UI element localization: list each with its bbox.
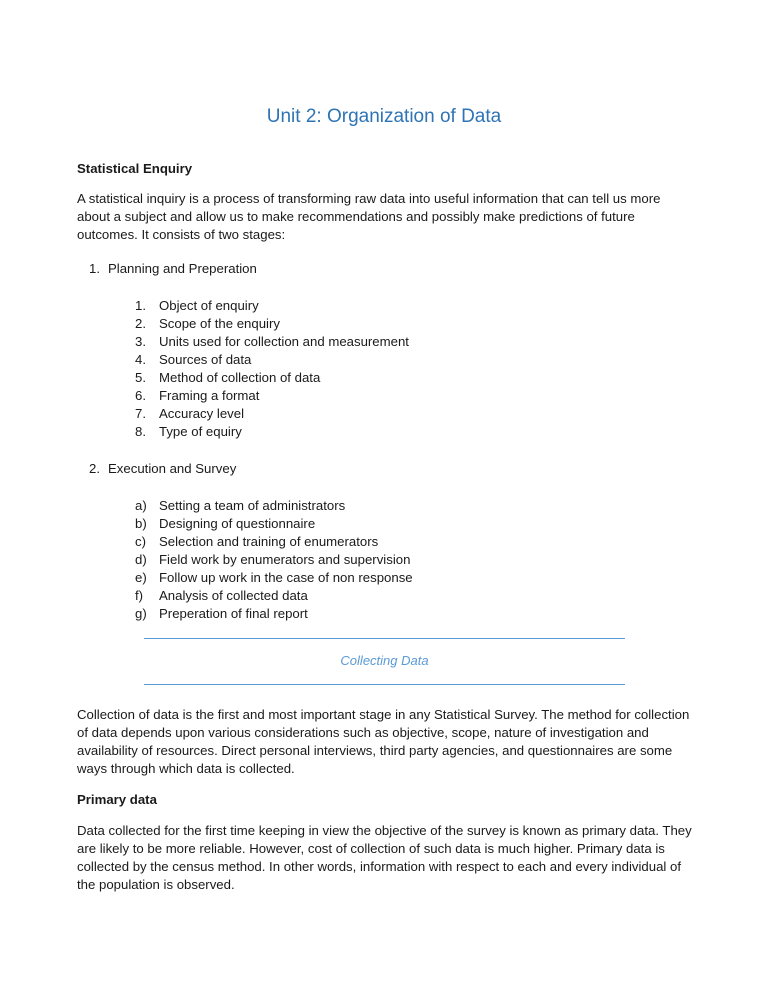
intense-quote-collecting-data bbox=[144, 638, 625, 685]
section-heading-primary-data: Primary data bbox=[77, 792, 157, 807]
list-marker: g) bbox=[135, 606, 147, 621]
list-marker: c) bbox=[135, 534, 146, 549]
list-item-text: Object of enquiry bbox=[159, 298, 259, 313]
list-item bbox=[77, 533, 697, 551]
stage-1-items bbox=[77, 297, 697, 441]
list-item bbox=[77, 387, 697, 405]
list-item-text: Scope of the enquiry bbox=[159, 316, 280, 331]
list-marker: f) bbox=[135, 588, 144, 603]
list-item bbox=[77, 423, 697, 441]
list-item bbox=[77, 605, 697, 623]
list-item bbox=[77, 497, 697, 515]
stage-2-items bbox=[77, 497, 697, 623]
stage-2-label: Execution and Survey bbox=[108, 461, 237, 476]
list-item bbox=[77, 569, 697, 587]
list-item-text: Units used for collection and measurement bbox=[159, 334, 409, 349]
list-item-text: Follow up work in the case of non response bbox=[159, 570, 413, 585]
primary-data-paragraph: Data collected for the first time keeping in view the objective of the survey is known as primary data. They are likely to be more reliable. However, cost of collection of such data is much higher. Primary data is collected by the census method. In other words, information with respect to each and every individual of the population is observed. bbox=[77, 823, 692, 892]
list-marker: 7. bbox=[135, 406, 146, 421]
list-item bbox=[77, 587, 697, 605]
list-item bbox=[77, 369, 697, 387]
list-item bbox=[77, 515, 697, 533]
list-item-text: Sources of data bbox=[159, 352, 252, 367]
page-title: Unit 2: Organization of Data bbox=[266, 106, 502, 127]
list-item bbox=[77, 551, 697, 569]
stages-list bbox=[77, 260, 697, 278]
list-item-text: Analysis of collected data bbox=[159, 588, 308, 603]
list-marker: 2. bbox=[135, 316, 146, 331]
list-marker: 6. bbox=[135, 388, 146, 403]
stages-list-2 bbox=[77, 460, 697, 478]
content-bottom bbox=[77, 706, 697, 894]
list-marker: e) bbox=[135, 570, 147, 585]
stage-2 bbox=[77, 460, 697, 478]
list-item-text: Selection and training of enumerators bbox=[159, 534, 379, 549]
list-marker: b) bbox=[135, 516, 147, 531]
list-item bbox=[77, 351, 697, 369]
stage-2-number: 2. bbox=[89, 461, 100, 476]
list-item-text: Accuracy level bbox=[159, 406, 245, 421]
list-item-text: Setting a team of administrators bbox=[159, 498, 346, 513]
list-marker: a) bbox=[135, 498, 147, 513]
content-top bbox=[77, 160, 697, 623]
list-marker: 8. bbox=[135, 424, 146, 439]
list-marker: 1. bbox=[135, 298, 146, 313]
list-marker: d) bbox=[135, 552, 147, 567]
list-marker: 4. bbox=[135, 352, 146, 367]
section-heading-statistical-enquiry: Statistical Enquiry bbox=[77, 161, 193, 176]
quote-text: Collecting Data bbox=[340, 653, 429, 668]
stage-1-label: Planning and Preperation bbox=[108, 261, 257, 276]
list-item bbox=[77, 405, 697, 423]
list-marker: 5. bbox=[135, 370, 146, 385]
list-item-text: Preperation of final report bbox=[159, 606, 308, 621]
list-item bbox=[77, 315, 697, 333]
stage-1-number: 1. bbox=[89, 261, 100, 276]
list-marker: 3. bbox=[135, 334, 146, 349]
list-item-text: Type of equiry bbox=[159, 424, 242, 439]
list-item-text: Framing a format bbox=[159, 388, 260, 403]
stage-1 bbox=[77, 260, 697, 278]
list-item-text: Method of collection of data bbox=[159, 370, 321, 385]
list-item bbox=[77, 297, 697, 315]
collecting-paragraph: Collection of data is the first and most important stage in any Statistical Survey. The method for collection of data depends upon various considerations such as objective, scope, nature of investigation and availability of resources. Direct personal interviews, third party agencies, and questionnaires are some ways through which data is collected. bbox=[77, 707, 690, 776]
list-item-text: Designing of questionnaire bbox=[159, 516, 316, 531]
intro-paragraph: A statistical inquiry is a process of transforming raw data into useful information that can tell us more about a subject and allow us to make recommendations and possibly make predictions of future outcomes. It consists of two stages: bbox=[77, 191, 661, 242]
list-item bbox=[77, 333, 697, 351]
list-item-text: Field work by enumerators and supervision bbox=[159, 552, 411, 567]
